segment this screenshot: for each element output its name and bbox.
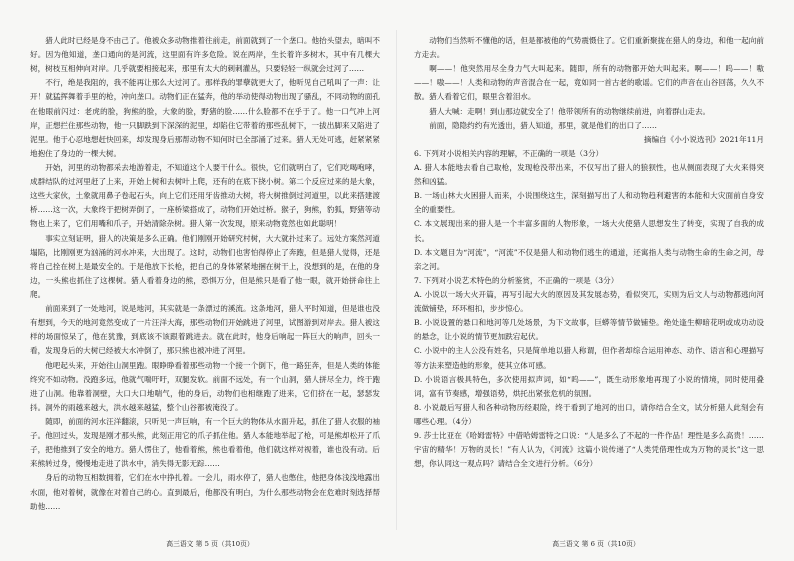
column-divider — [396, 30, 397, 530]
passage-paragraph: 猎人大喊：走啊！到山那边就安全了！他带领所有的动物继续前进，向着群山走去。 — [429, 106, 711, 116]
question-option: A. 小说以一场大火开篇，再写引起大火的原因及其发展态势，看似突兀，实则为后文人与动物都逃向河流做铺垫，环环相扣，步步惊心。 — [414, 289, 764, 314]
left-column — [30, 34, 380, 524]
page-footer-right: 高三语文 第 6 页（共10页） — [552, 540, 640, 548]
page-footer-left: 高三语文 第 5 页（共10页） — [166, 540, 254, 548]
passage-paragraph: 啊——！他突然用尽全身力气大叫起来。随即，所有的动物都开始大叫起来。啊——！呜——！嗷——！嗷——！人类和动物的声音混合在一起，竟如同一首古老的歌谣。它们的声音在山谷回荡，久久不散。猎人看着它们，眼里含着泪水。 — [414, 64, 764, 102]
question-stem: 7. 下列对小说艺术特色的分析鉴赏，不正确的一项是（3分） — [414, 275, 619, 285]
passage-paragraph: 不行，绝是我阻的，我不能再让那么大过河了。那样我的罪孽就更大了，他听见自己吼叫了一声：让开！就猛挥舞着手里的枪，冲向垄口。动物们正在猛奔，他的举动使得动物出现了骚乱，不同动物的面孔在他眼前闪过：老虎的脸，狗熊的脸，大象的脸，野猪的脸……什么脸都不在乎于了。他一口气冲上河岸，正想拦住那些动物，他一只脚跌到下深深的泥里，却陷住它带着的那些乱树下，一拔出脚来又陷进了泥里。他于心忍地想赶快回来，却发现身后那帮动物不知何时已全部涌了过来。猎人无处可逃，赶紧紧紧地抱住了身边的一棵大树。 — [30, 78, 380, 158]
passage-paragraph: 事实立刻证明，猎人的决策是多么正确。他们刚刚开始研究村树，大大就扑过来了。远处方案然河道塌陷，比刚刚更为汹涌的河水冲来，大出现了。这时，动物们也害怕得停止了奔跑，但是猎人觉得，还是将自己拴在树上是最安全的。于是他放下长枪，把自己的身体紧紧地捆在树干上，没想到的是，在他的身边，一头熊也抓住了这棵树。猎人看着身边的熊，恐惧万分，但是熊只是看了他一眼，就开始拼命往上爬。 — [30, 233, 380, 299]
passage-paragraph: 开始，河里的动物都采去地游着走，不知道这个人要干什么。很快，它们就明白了，它们吃喝咆哮，成群结队的过河里赶了上来，开始上树和去树叶上爬，还有的在底下挠小树。第二个反应过来的是大象，这些大家伙，土象就用鼻子卷起石头，向上它们还用牙齿推动大树，将大树推倒过河道里，以此来搭建渡桥……这一次，大象终于把树弄倒了，一座桥梁搭成了，动物们开始过桥。猴子，狗熊，豹狐，野猪等动物也上来了，它们用嘴和爪子，开始清除杂树。猎人第一次发现，原来动物竟然也如此聪明！ — [30, 162, 380, 229]
question-stem: 8. 小说最后写猎人和各种动物历经艰险，终于看到了地河的出口，请你结合全文，试分析猎人此刻会有哪些心理。（4分） — [414, 402, 764, 426]
question-option: D. 小说语言极具特色，多次使用拟声词，如“呜——”，既生动形象地再现了小说的情境，同时使用叠词，富有节奏感，增强语势，烘托出紧张危机的氛围。 — [414, 374, 764, 398]
passage-paragraph: 身后的动物互相数拥着，它们在水中挣扎着。一会儿，雨水停了，猎人也憋住，他把身体浅浅地露出水面，他对着树，就像在对着自己的心。直到最后，他都没有明白，为什么那些动物会在危难时刻选择帮助他…… — [30, 473, 380, 511]
question-stem: 6. 下列对小说相关内容的理解，不正确的一项是（3分） — [414, 148, 604, 158]
passage-paragraph: 前面来到了一处地河，说是地河，其实就是一条漂过的溪流。这条地河，猎人平时知道，但是谁也没有想到，今天的地河竟然变成了一片汪洋大海，那些动物们开始跳进了河里，试图游到对岸去。猎人被这样的场面惊呆了，他在犹豫，到底该不该跟着跳进去。就在此时，他身后响起一阵巨大的响声，回头一看，发现身后的大树已经被大水冲倒了，那只熊也被冲进了河里。 — [30, 304, 380, 356]
question-option: C. 本文展现出来的猎人是一个丰富多面的人物形象，一场大火使猎人思想发生了转变，实现了自我的成长。 — [414, 219, 764, 243]
passage-paragraph: 动物们当然听不懂他的话，但是都被他的气势震慑住了。它们重新聚拢在猎人的身边，和他一起向前方走去。 — [414, 36, 764, 60]
passage-paragraph: 随即，前面的河水汪洋翻滚，只听见一声巨响，有一个巨大的物体从水面升起，抓住了猎人衣服的袖子。他回过头，发现是刚才那头熊，此刻正用它的爪子抓住他。猎人本能地举起了枪，可是熊却松开了爪子，把他推到了安全的地方。猎人愣住了，他看着熊，熊也看着他，他们就这样对视着，谁也没有动。后来熊转过身，慢慢地走进了洪水中，消失得无影无踪…… — [30, 416, 380, 469]
passage-paragraph: 前面，隐隐约约有光透出，猎人知道，那里，就是他们的出口了…… — [429, 120, 657, 130]
question-option: B. 一场山林大火困猎人而来，小说围绕这生，深刻描写出了人和动物趋利避害的本能和大灾面前自身安全的重要性。 — [414, 191, 764, 215]
question-option: D. 本文题目为“河流”，“河流”不仅是猎人和动物们逃生的通道，还寓指人类与动物生命的生命之河，母亲之河。 — [414, 247, 764, 271]
passage-paragraph: 他吧起头来，开始往山洞里跑。眼睁睁看着那些动物一个接一个倒下，他一路狂奔，但是人类的体能终究不如动物。没跑多远，他就气喘吁吁，双腿发软。前面不远处，有一个山洞，猎人拼尽全力，终于跑进了山洞。他靠着洞壁，大口大口地喘气，他的身后，动物们也相继跑了进来，它们挤在一起，瑟瑟发抖。洞外的雨越来越大，洪水越来越猛，整个山谷都被淹没了。 — [30, 360, 380, 412]
source-signature: 摘编自《小小说选刊》2021年11月 — [643, 134, 764, 144]
question-stem: 9. 莎士比亚在《哈姆雷特》中借哈姆雷特之口说：“人是多么了不起的一件作品！理性是多么高贵！……宇宙的精华！万物的灵长！”有人认为，《河流》这篇小说传递了“人类凭借理性成为万物的灵长”这一思想，你认同这一观点吗？请结合全文进行分析。（6分） — [414, 431, 764, 469]
question-option: B. 小说设置的悬口和地河等几处场景，为下文故事，巨蟒等情节做铺垫。绝处逢生柳暗花明或成功动设的悬念，让小说的情节更加跌宕起伏。 — [414, 318, 764, 342]
passage-paragraph: 猎人此时已经是身不由己了。他被众多动物推着往前走，前面就到了一个垄口。他抬头望去，暗叫不好。因为他知道，垄口通向的是河流，这里面有许多危险。说在两岸，生长着许多树木，其中有几棵大树，树枝互相伸向对岸。几乎就要相接起来，那里有太大的刺刺灌丛，只要轻轻一纵就会过河了…… — [30, 36, 380, 74]
right-column — [414, 34, 764, 524]
question-option: A. 猎人本能地去看自己取枪，发现枪没带出来，不仅写出了猎人的狼狈性，也从侧面表现了大火来得突然和凶猛。 — [414, 162, 764, 187]
question-option: C. 小说中的主人公没有姓名，只是简单地以猎人称谓，但作者却综合运用神态、动作、语言和心理描写等方法来塑造他的形象，使其立体可感。 — [414, 346, 764, 370]
